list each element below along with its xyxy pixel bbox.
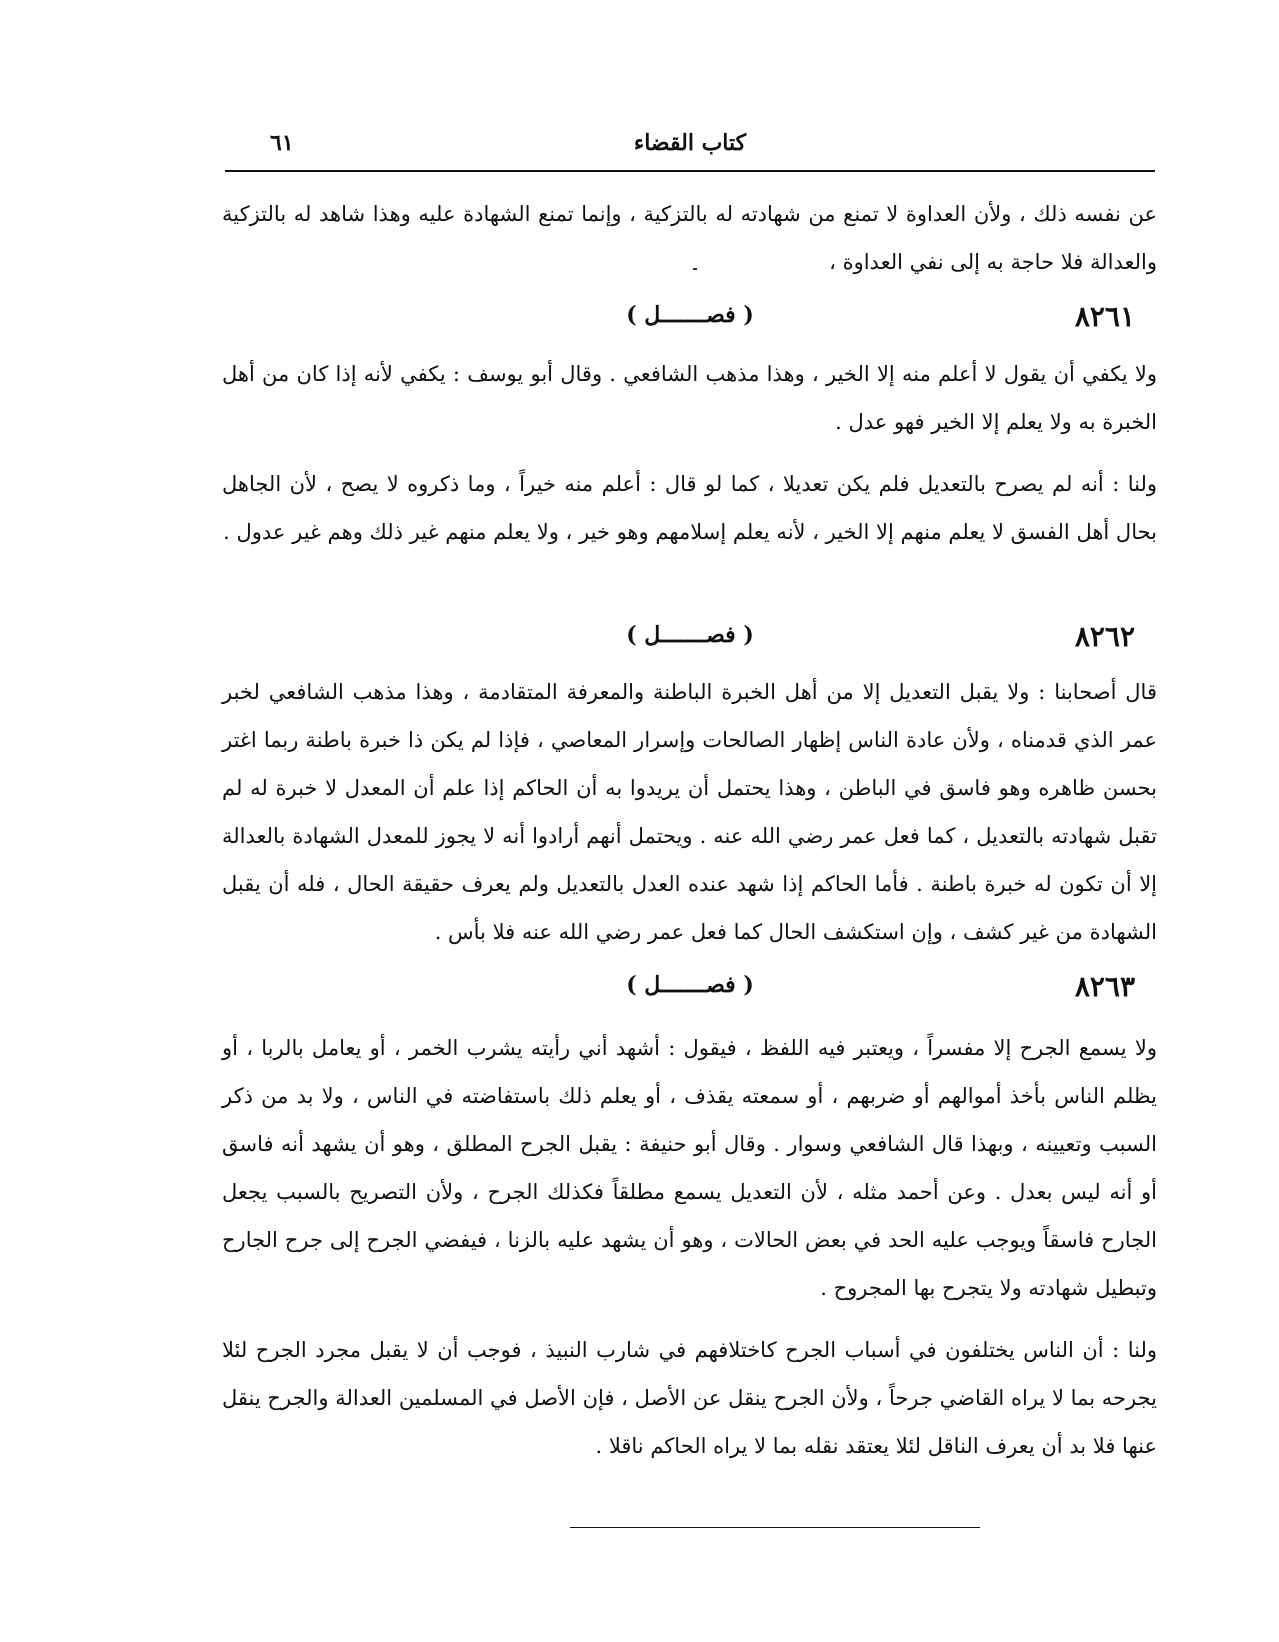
paragraph: ولنا : أن الناس يختلفون في أسباب الجرح كاختلافهم في شارب النبيذ ، فوجب أن لا يقبل مجرد الجرح لئلا يجرحه بما لا يراه القاضي جرحاً ، ولأن الجرح ينقل عن الأصل ، فإن الأصل في المسلمين العدالة والجرح ينقل عنها فلا بد أن يعرف الناقل لئلا يعتقد نقله بما لا يراه الحاكم ناقلا . [222,1338,1157,1458]
page-number: ٦١ [270,130,294,156]
section-heading-8262 [225,620,1155,664]
page-header [225,130,1155,170]
section-number: ٨٢٦٢ [1074,620,1135,653]
section-number: ٨٢٦١ [1074,300,1135,333]
section-label: ( فصـــــــل ) [626,972,754,998]
print-speck [693,268,697,270]
section-heading-8263 [225,970,1155,1014]
paragraph: ولنا : أنه لم يصرح بالتعديل فلم يكن تعديلا ، كما لو قال : أعلم منه خيراً ، وما ذكروه لا يصح ، لأن الجاهل بحال أهل الفسق لا يعلم منهم إلا الخير ، لأنه يعلم إسلامهم وهو خير ، ولا يعلم منهم غير ذلك وهم غير عدول . [222,472,1157,544]
section-number: ٨٢٦٣ [1074,970,1135,1003]
section-8263-body [222,1024,1157,1470]
section-heading-8261 [225,300,1155,344]
paragraph: ولا يكفي أن يقول لا أعلم منه إلا الخير ، وهذا مذهب الشافعي . وقال أبو يوسف : يكفي لأنه إذا كان من أهل الخبرة به ولا يعلم إلا الخير فهو عدل . [222,362,1157,434]
section-8261-body [222,350,1157,556]
paragraph: قال أصحابنا : ولا يقبل التعديل إلا من أهل الخبرة الباطنة والمعرفة المتقادمة ، وهذا مذهب الشافعي لخبر عمر الذي قدمناه ، ولأن عادة الناس إظهار الصالحات وإسرار المعاصي ، فإذا لم يكن ذا خبرة باطنة ربما اغتر بحسن ظاهره وهو فاسق في الباطن ، وهذا يحتمل أن يريدوا به أن الحاكم إذا علم أن المعدل لا خبرة له لم تقبل شهادته بالتعديل ، كما فعل عمر رضي الله عنه . ويحتمل أنهم أرادوا أنه لا يجوز للمعدل الشهادة بالعدالة إلا أن تكون له خبرة باطنة . فأما الحاكم إذا شهد عنده العدل بالتعديل ولم يعرف حقيقة الحال ، فله أن يقبل الشهادة من غير كشف ، وإن استكشف الحال كما فعل عمر رضي الله عنه فلا بأس . [222,680,1157,944]
paragraph: ولا يسمع الجرح إلا مفسراً ، ويعتبر فيه اللفظ ، فيقول : أشهد أني رأيته يشرب الخمر ، أو يعامل بالربا ، أو يظلم الناس بأخذ أموالهم أو ضربهم ، أو سمعته يقذف ، أو يعلم ذلك باستفاضته في الناس ، ولا بد من ذكر السبب وتعيينه ، وبهذا قال الشافعي وسوار . وقال أبو حنيفة : يقبل الجرح المطلق ، وهو أن يشهد أنه فاسق أو أنه ليس بعدل . وعن أحمد مثله ، لأن التعديل يسمع مطلقاً فكذلك الجرح ، ولأن التصريح بالسبب يجعل الجارح فاسقاً ويوجب عليه الحد في بعض الحالات ، وهو أن يشهد عليه بالزنا ، فيفضي الجرح إلى جرح الجارح وتبطيل شهادته ولا يتجرح بها المجروح . [222,1036,1157,1300]
book-title: كتاب القضاء [633,130,747,156]
section-8262-body [222,668,1157,956]
section-label: ( فصـــــــل ) [626,622,754,648]
footnote-divider [570,1527,980,1528]
intro-paragraph-block [222,190,1157,286]
paragraph: عن نفسه ذلك ، ولأن العداوة لا تمنع من شهادته له بالتزكية ، وإنما تمنع الشهادة عليه وهذا شاهد له بالتزكية والعدالة فلا حاجة به إلى نفي العداوة ، [222,202,1157,274]
header-divider [225,170,1155,172]
section-label: ( فصـــــــل ) [626,302,754,328]
